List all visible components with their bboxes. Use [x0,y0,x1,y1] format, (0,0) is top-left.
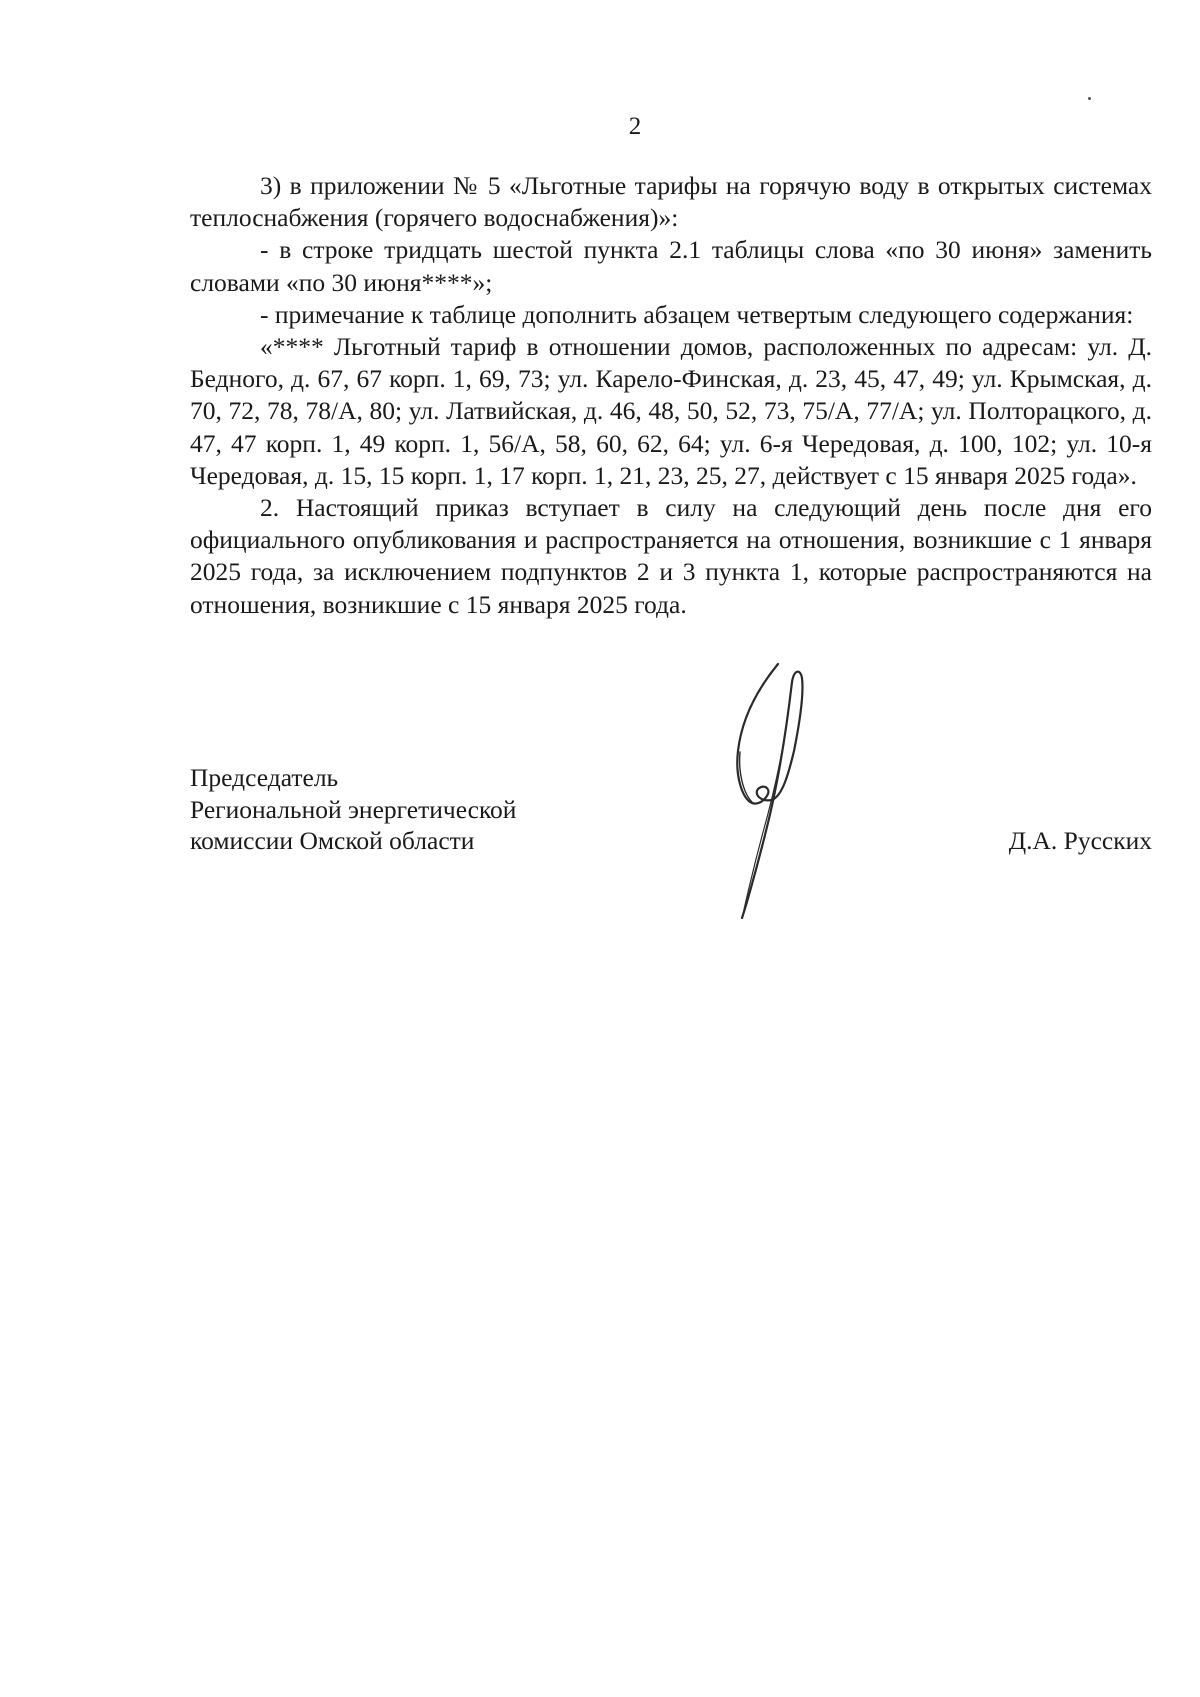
handwritten-signature [720,656,860,926]
signature-block [190,762,1152,857]
signer-position-line-3: комиссии Омской области [190,826,475,855]
page-number: 2 [628,113,642,140]
signer-position-line-2: Региональной энергетической [190,794,517,824]
signer-position-line-1: Председатель [190,763,339,792]
paragraph-note-addition: - примечание к таблице дополнить абзацем четвертым следующего содержания: [260,299,1134,329]
paragraph-preferential-tariff-addresses: «**** Льготный тариф в отношении домов, расположенных по адресам: ул. Д. Бедного, д. 67, 67 корп. 1, 69, 73; ул. Карело-Финская, д. 23, 45, 47, 49; ул. Крымская, д. 70, 72, 78, 78/А, 80; ул. Латвийская, д. 46, 48, 50, 52, 73, 75/А, 77/А; ул. Полторацкого, д. 47, 47 корп. 1, 49 корп. 1, 56/А, 58, 60, 62, 64; ул. 6-я Чередовая, д. 100, 102; ул. 10-я Чередовая, д. 15, 15 корп. 1, 17 корп. 1, 21, 23, 25, 27, действует с 15 января 2025 года». [190,332,1152,490]
paragraph-appendix-5: 3) в приложении № 5 «Льготные тарифы на горячую воду в открытых системах теплоснабжения (горячего водоснабжения)»: [190,171,1152,233]
document-body [190,170,1152,621]
signer-name: Д.А. Русских [1008,826,1152,855]
scan-speck [1088,97,1091,100]
paragraph-row-36-change: - в строке тридцать шестой пункта 2.1 таблицы слова «по 30 июня» заменить словами «по 30 июня****»; [190,235,1152,297]
paragraph-effective-date: 2. Настоящий приказ вступает в силу на следующий день после дня его официального опубликования и распространяется на отношения, возникшие с 1 января 2025 года, за исключением подпунктов 2 и 3 пункта 1, которые распространяются на отношения, возникшие с 15 января 2025 года. [190,493,1152,619]
